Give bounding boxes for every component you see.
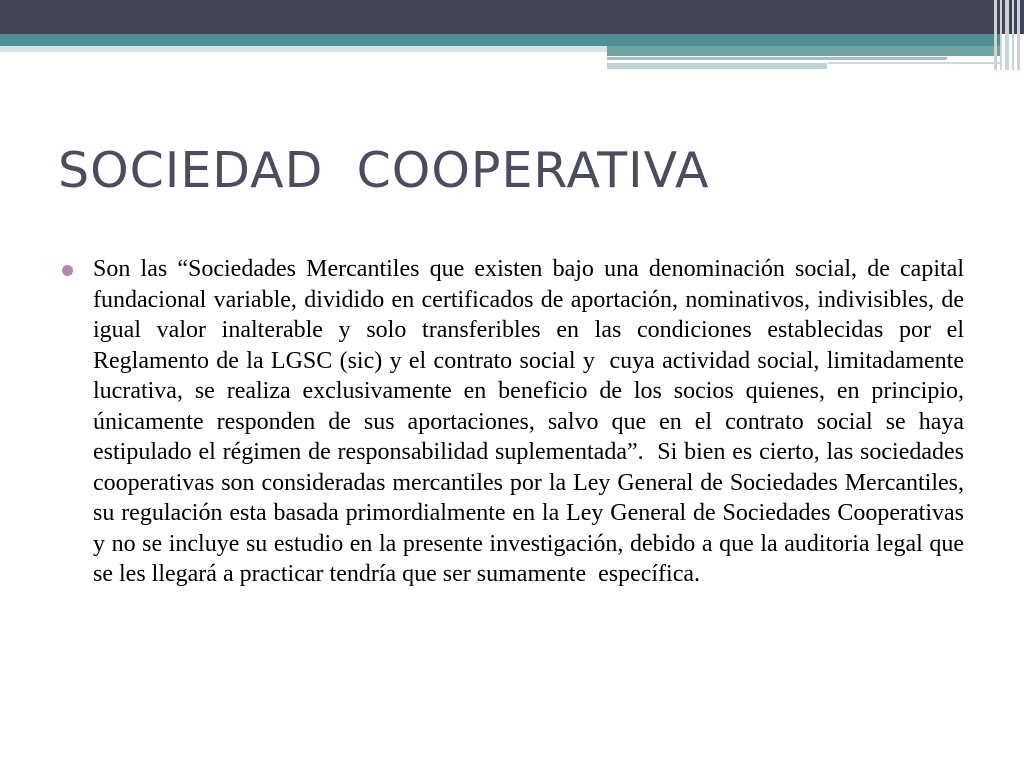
bullet-paragraph: Son las “Sociedades Mercantiles que existen bajo una denominación social, de capital fundacional variable, dividido en certificados de aportación, nominativos, indivisibles, de igual valor inalterable y solo transferibles en las condiciones establecidas por el Reglamento de la LGSC (sic) y el contrato social y cuya actividad social, limitadamente lucrativa, se realiza exclusivamente en beneficio de los socios quienes, en principio, únicamente responden de sus aportaciones, salvo que en el contrato social se haya estipulado el régimen de responsabilidad suplementada”. Si bien es cierto, las sociedades cooperativas son consideradas mercantiles por la Ley General de Sociedades Mercantiles, su regulación esta basada primordialmente en la Ley General de Sociedades Cooperativas y no se incluye su estudio en la presente investigación, debido a que la auditoria legal que se les llegará a practicar tendría que ser sumamente específica. xyxy=(93,256,970,587)
header-band-dark xyxy=(0,0,1024,34)
header-band-light xyxy=(0,46,607,52)
bullet-icon xyxy=(62,265,73,276)
header-band-teal xyxy=(0,34,1000,46)
header-line-right xyxy=(828,62,1000,64)
header-line-lower xyxy=(607,63,827,69)
slide-title: SOCIEDAD COOPERATIVA xyxy=(58,142,710,199)
header-band-teal-secondary xyxy=(607,46,1000,56)
header-line-thin xyxy=(607,57,947,60)
corner-stripes xyxy=(990,0,1024,70)
